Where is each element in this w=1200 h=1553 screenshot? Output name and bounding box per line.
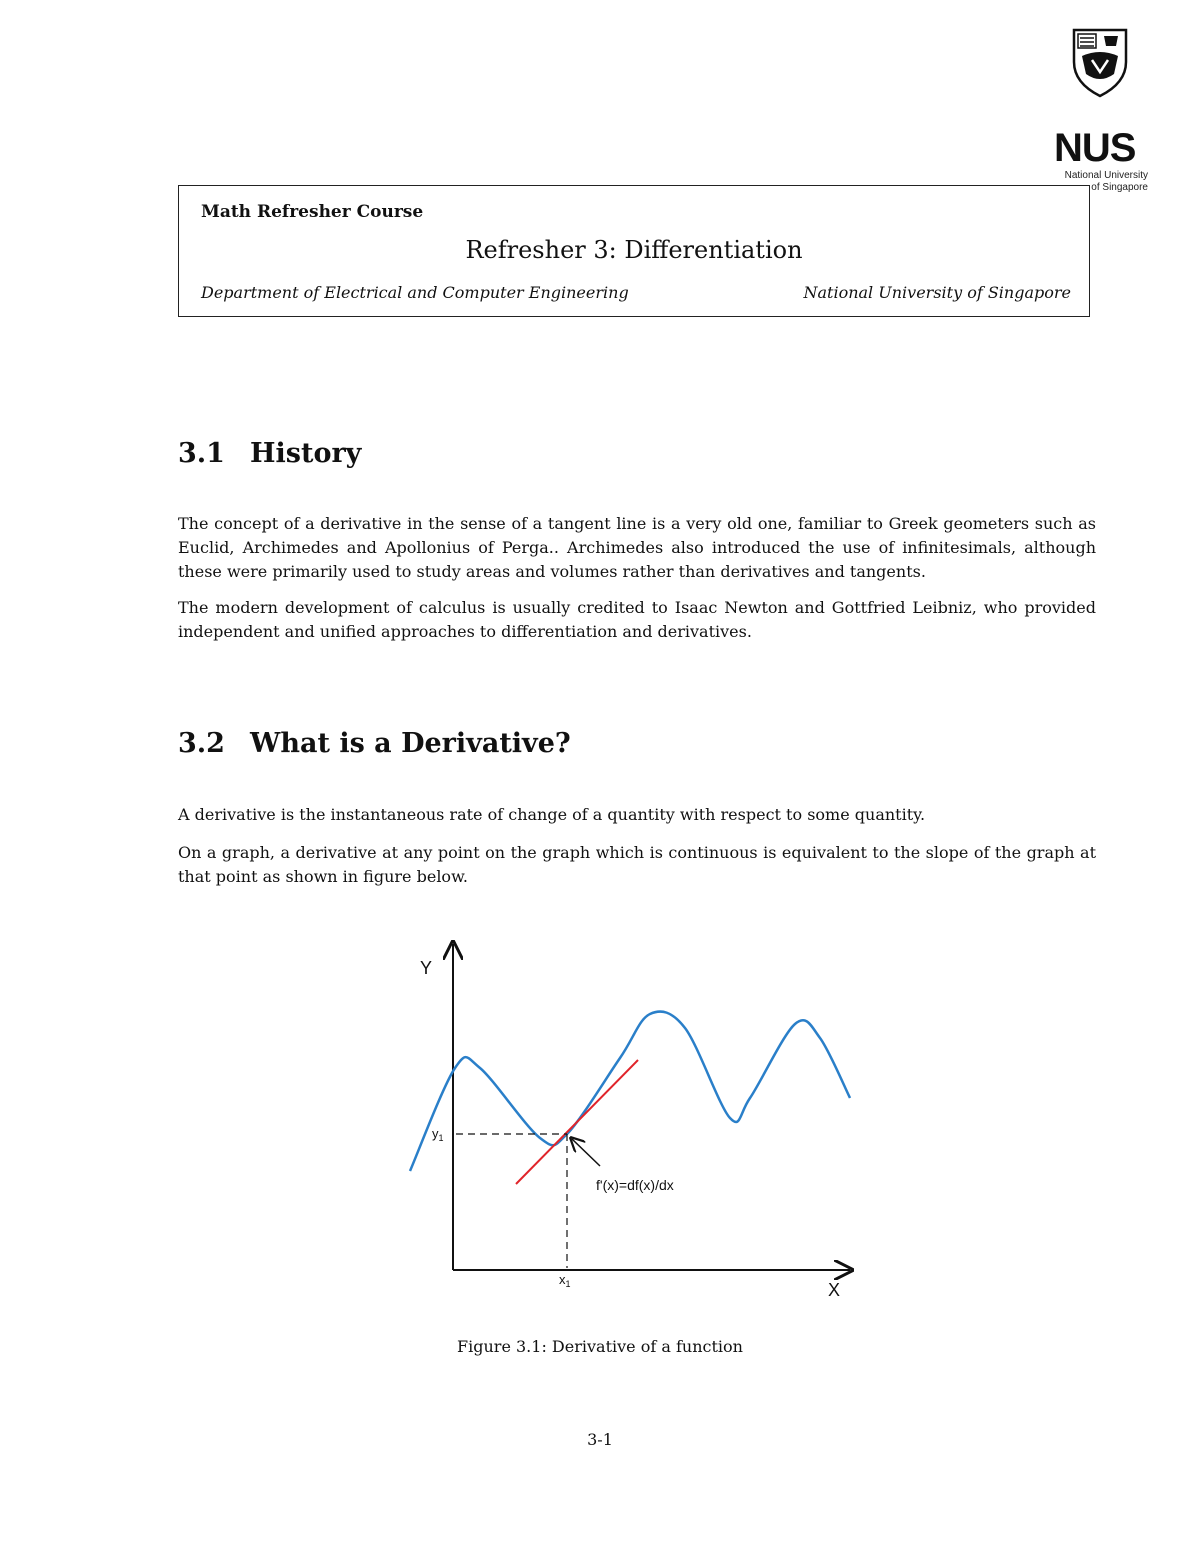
annotation-arrow — [572, 1139, 600, 1166]
logo-subtitle-line1: National University — [1064, 170, 1148, 181]
derivative-annotation: f'(x)=df(x)/dx — [596, 1177, 674, 1193]
derivative-figure — [400, 938, 860, 1308]
university-name: National University of Singapore — [803, 283, 1071, 302]
course-name: Math Refresher Course — [201, 202, 424, 222]
section-number: 3.2 — [178, 728, 225, 759]
history-paragraph-2: The modern development of calculus is usually credited to Isaac Newton and Gottfried Leibniz, who provided independent and unified approaches to differentiation and derivatives. — [178, 598, 1096, 641]
header-box — [178, 185, 1090, 317]
section-heading-history — [178, 438, 361, 469]
function-curve — [410, 1012, 850, 1171]
page-number: 3-1 — [587, 1430, 613, 1449]
nus-crest-icon — [1072, 28, 1128, 98]
tangent-line — [516, 1060, 638, 1184]
logo-subtitle-line2: of Singapore — [1091, 182, 1148, 193]
nus-logo — [1052, 28, 1152, 193]
section-number: 3.1 — [178, 438, 225, 469]
y-axis-label: Y — [420, 958, 433, 978]
section-title: History — [250, 438, 362, 469]
figure-caption: Figure 3.1: Derivative of a function — [457, 1337, 743, 1356]
history-paragraph-1: The concept of a derivative in the sense of a tangent line is a very old one, familiar to Greek geometers such as Euclid, Archimedes and Apollonius of Perga.. Archimedes also introduced the use of infinitesimals, although these were primarily used to study areas and volumes rather than derivatives and tangents. — [178, 514, 1096, 581]
x-axis-label: X — [828, 1280, 841, 1300]
section-title: What is a Derivative? — [250, 728, 571, 759]
derivative-paragraph-1: A derivative is the instantaneous rate of change of a quantity with respect to some quantity. — [178, 805, 926, 824]
document-title: Refresher 3: Differentiation — [465, 236, 803, 264]
department-name: Department of Electrical and Computer Engineering — [201, 283, 629, 302]
x1-label: $x_1$ — [559, 1272, 571, 1289]
derivative-paragraph-2: On a graph, a derivative at any point on the graph which is continuous is equivalent to the slope of the graph at that point as shown in figure below. — [178, 843, 1096, 886]
section-heading-derivative — [178, 728, 571, 759]
nus-wordmark: NUS — [1054, 126, 1136, 170]
y1-label: $y_1$ — [432, 1126, 444, 1143]
